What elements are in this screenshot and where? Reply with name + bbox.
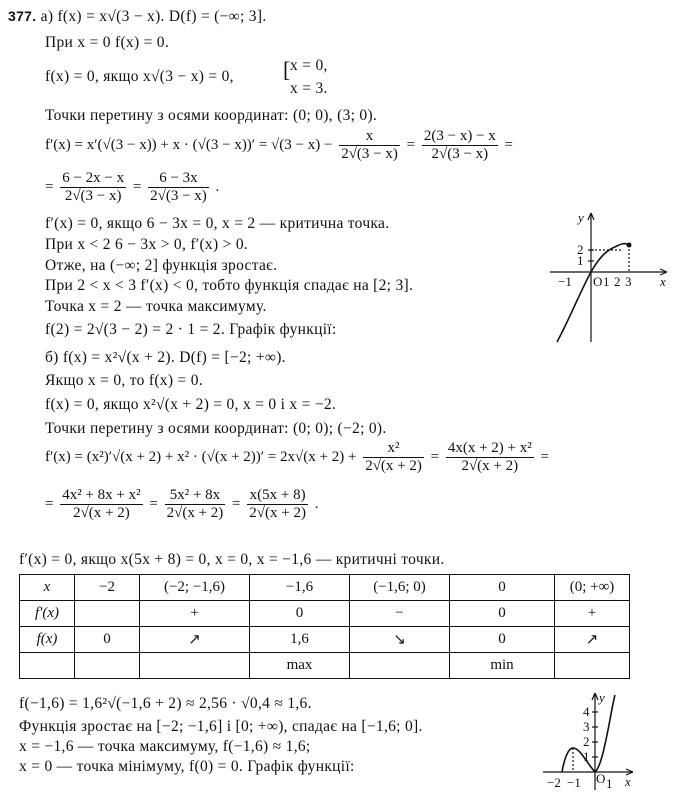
table-cell <box>350 653 450 679</box>
part-a-line-1: При x = 0 f(x) = 0. <box>45 34 170 51</box>
x-tick-label: 1 <box>606 776 613 791</box>
part-b-line-5: f(−1,6) = 1,6²√(−1,6 + 2) ≈ 2,56 · √0,4 ≈ 1,6. <box>19 695 312 712</box>
part-b-line-1: Якщо x = 0, то f(x) = 0. <box>45 372 203 389</box>
fraction <box>60 487 142 522</box>
table-cell: max <box>250 653 350 679</box>
function-curve <box>557 244 629 342</box>
table-cell <box>75 601 140 627</box>
table-cell: 0 <box>75 627 140 653</box>
denominator: 2√(x + 2) <box>365 458 422 474</box>
part-b-line-4: f′(x) = 0, якщо x(5x + 8) = 0, x = 0, x = −1,6 — критичні точки. <box>19 551 445 568</box>
origin-label: O <box>596 771 606 786</box>
period: . <box>215 178 220 195</box>
equals-sign: = <box>149 495 158 512</box>
x-axis-label: x <box>660 274 666 289</box>
denominator: 2√(x + 2) <box>166 505 224 521</box>
origin-label: O <box>593 274 603 289</box>
x-tick-label: −1 <box>558 274 572 289</box>
numerator: 5x² + 8x <box>165 487 226 505</box>
x-tick-label: −1 <box>567 775 581 790</box>
derivative-1-left: f′(x) = (x²)′√(x + 2) + x² · (√(x + 2))′ = 2x√(x + 2) + <box>45 448 357 465</box>
table-cell: ↘ <box>350 627 450 653</box>
denominator: 2√(x + 2) <box>249 505 306 521</box>
table-cell: f(x) <box>20 627 75 653</box>
part-a-line-2: f(x) = 0, якщо x√(3 − x) = 0, <box>45 68 234 85</box>
equals-sign: = <box>45 495 54 512</box>
table-cell <box>75 653 140 679</box>
part-a-derivative-1 <box>45 128 513 163</box>
part-b-line-3: Точки перетину з осями координат: (0; 0); (−2; 0). <box>45 420 387 437</box>
system-line-1: x = 0, <box>290 57 328 74</box>
table-cell: 0 <box>450 575 555 601</box>
table-cell: ↗ <box>555 627 630 653</box>
table-cell: 0 <box>450 601 555 627</box>
y-tick-label: 1 <box>577 253 584 268</box>
denominator: 2√(x + 2) <box>73 505 130 521</box>
graph-part-b <box>540 690 640 794</box>
equals-sign: = <box>132 178 142 195</box>
y-tick-label: 4 <box>583 704 590 719</box>
fraction <box>247 487 308 522</box>
x-tick-label: 2 <box>614 274 621 289</box>
table-cell <box>140 653 250 679</box>
part-b-line-6: Функція зростає на [−2; −1,6] і [0; +∞), спадає на [−1,6; 0]. <box>19 718 423 735</box>
x-tick-label: 3 <box>625 274 632 289</box>
fraction <box>422 128 498 163</box>
table-row <box>20 653 630 679</box>
table-row <box>20 575 630 601</box>
y-tick-label: 2 <box>577 242 584 257</box>
table-cell: + <box>140 601 250 627</box>
table-cell: 0 <box>250 601 350 627</box>
part-b-derivative-2 <box>45 487 318 522</box>
numerator: 2(3 − x) − x <box>423 128 496 144</box>
equals-sign: = <box>504 136 513 153</box>
y-axis-label: y <box>599 690 605 705</box>
fraction <box>60 170 126 205</box>
equals-sign: = <box>406 136 416 153</box>
table-cell: x <box>20 575 75 601</box>
x-tick-label: −2 <box>547 775 561 790</box>
part-a-line-4: f′(x) = 0, якщо 6 − 3x = 0, x = 2 — критична точка. <box>45 215 390 232</box>
part-a-line-8: Точка x = 2 — точка максимуму. <box>45 298 267 315</box>
problem-number: 377. <box>8 8 37 24</box>
equals-sign: = <box>45 178 54 195</box>
denominator: 2√(x + 2) <box>461 458 519 474</box>
table-cell: + <box>555 601 630 627</box>
equals-sign: = <box>430 448 440 465</box>
problem-header <box>8 8 267 26</box>
part-a-line-5: При x < 2 6 − 3x > 0, f′(x) > 0. <box>45 236 249 253</box>
table-cell: f′(x) <box>20 601 75 627</box>
table-cell: − <box>350 601 450 627</box>
table-cell: ↗ <box>140 627 250 653</box>
numerator: x <box>339 128 400 146</box>
equals-sign: = <box>540 448 549 465</box>
part-a-line-7: При 2 < x < 3 f′(x) < 0, тобто функція спадає на [2; 3]. <box>45 277 414 294</box>
part-a-line-3: Точки перетину з осями координат: (0; 0), (3; 0). <box>45 107 378 124</box>
period: . <box>314 495 319 512</box>
part-b-line-7: x = −1,6 — точка максимуму, f(−1,6) ≈ 1,6; <box>19 738 311 755</box>
table-cell: (0; +∞) <box>555 575 630 601</box>
fraction <box>363 440 424 475</box>
part-a-line-6: Отже, на (−∞; 2] функція зростає. <box>45 257 278 274</box>
numerator: x(5x + 8) <box>247 487 308 505</box>
y-tick-label: 3 <box>583 719 590 734</box>
y-tick-label: 1 <box>583 749 590 764</box>
denominator: 2√(3 − x) <box>150 188 207 204</box>
numerator: 4x(x + 2) + x² <box>447 440 532 456</box>
part-a-line-9: f(2) = 2√(3 − 2) = 2 · 1 = 2. Графік функції: <box>45 321 337 338</box>
numerator: x² <box>363 440 424 458</box>
table-cell <box>555 653 630 679</box>
x-axis-label: x <box>625 774 631 789</box>
part-b-heading: б) f(x) = x²√(x + 2). D(f) = [−2; +∞). <box>45 349 286 366</box>
x-tick-label: 1 <box>603 274 610 289</box>
system-line-2: x = 3. <box>290 80 328 97</box>
table-row <box>20 601 630 627</box>
fraction <box>339 128 400 163</box>
table-row <box>20 627 630 653</box>
derivative-1-left: f′(x) = x′(√(3 − x)) + x · (√(3 − x))′ = √(3 − x) − <box>45 136 333 153</box>
part-b-line-2: f(x) = 0, якщо x²√(x + 2) = 0, x = 0 і x = −2. <box>45 396 337 413</box>
graph-part-a <box>545 210 675 345</box>
fraction <box>446 440 534 475</box>
table-cell: (−1,6; 0) <box>350 575 450 601</box>
fraction <box>148 170 209 205</box>
table-cell: 0 <box>450 627 555 653</box>
y-axis-label: y <box>578 210 584 225</box>
numerator: 6 − 2x − x <box>62 170 125 186</box>
table-cell: (−2; −1,6) <box>140 575 250 601</box>
endpoint-dot <box>627 243 632 248</box>
table-cell: −1,6 <box>250 575 350 601</box>
table-cell: −2 <box>75 575 140 601</box>
denominator: 2√(3 − x) <box>431 146 489 162</box>
denominator: 2√(3 − x) <box>64 188 122 204</box>
y-tick-label: 2 <box>583 734 590 749</box>
part-b-derivative-1 <box>45 440 549 475</box>
table-cell: min <box>450 653 555 679</box>
part-a-derivative-2 <box>45 170 219 205</box>
fraction <box>165 487 226 522</box>
table-cell <box>20 653 75 679</box>
numerator: 4x² + 8x + x² <box>62 487 141 503</box>
table-cell: 1,6 <box>250 627 350 653</box>
denominator: 2√(3 − x) <box>341 146 398 162</box>
equals-sign: = <box>232 495 241 512</box>
system-bracket: [ <box>283 57 291 82</box>
part-b-line-8: x = 0 — точка мінімуму, f(0) = 0. Графік функції: <box>19 758 355 775</box>
part-a-heading: а) f(x) = x√(3 − x). D(f) = (−∞; 3]. <box>40 8 267 25</box>
sign-table <box>19 574 630 679</box>
numerator: 6 − 3x <box>148 170 209 188</box>
